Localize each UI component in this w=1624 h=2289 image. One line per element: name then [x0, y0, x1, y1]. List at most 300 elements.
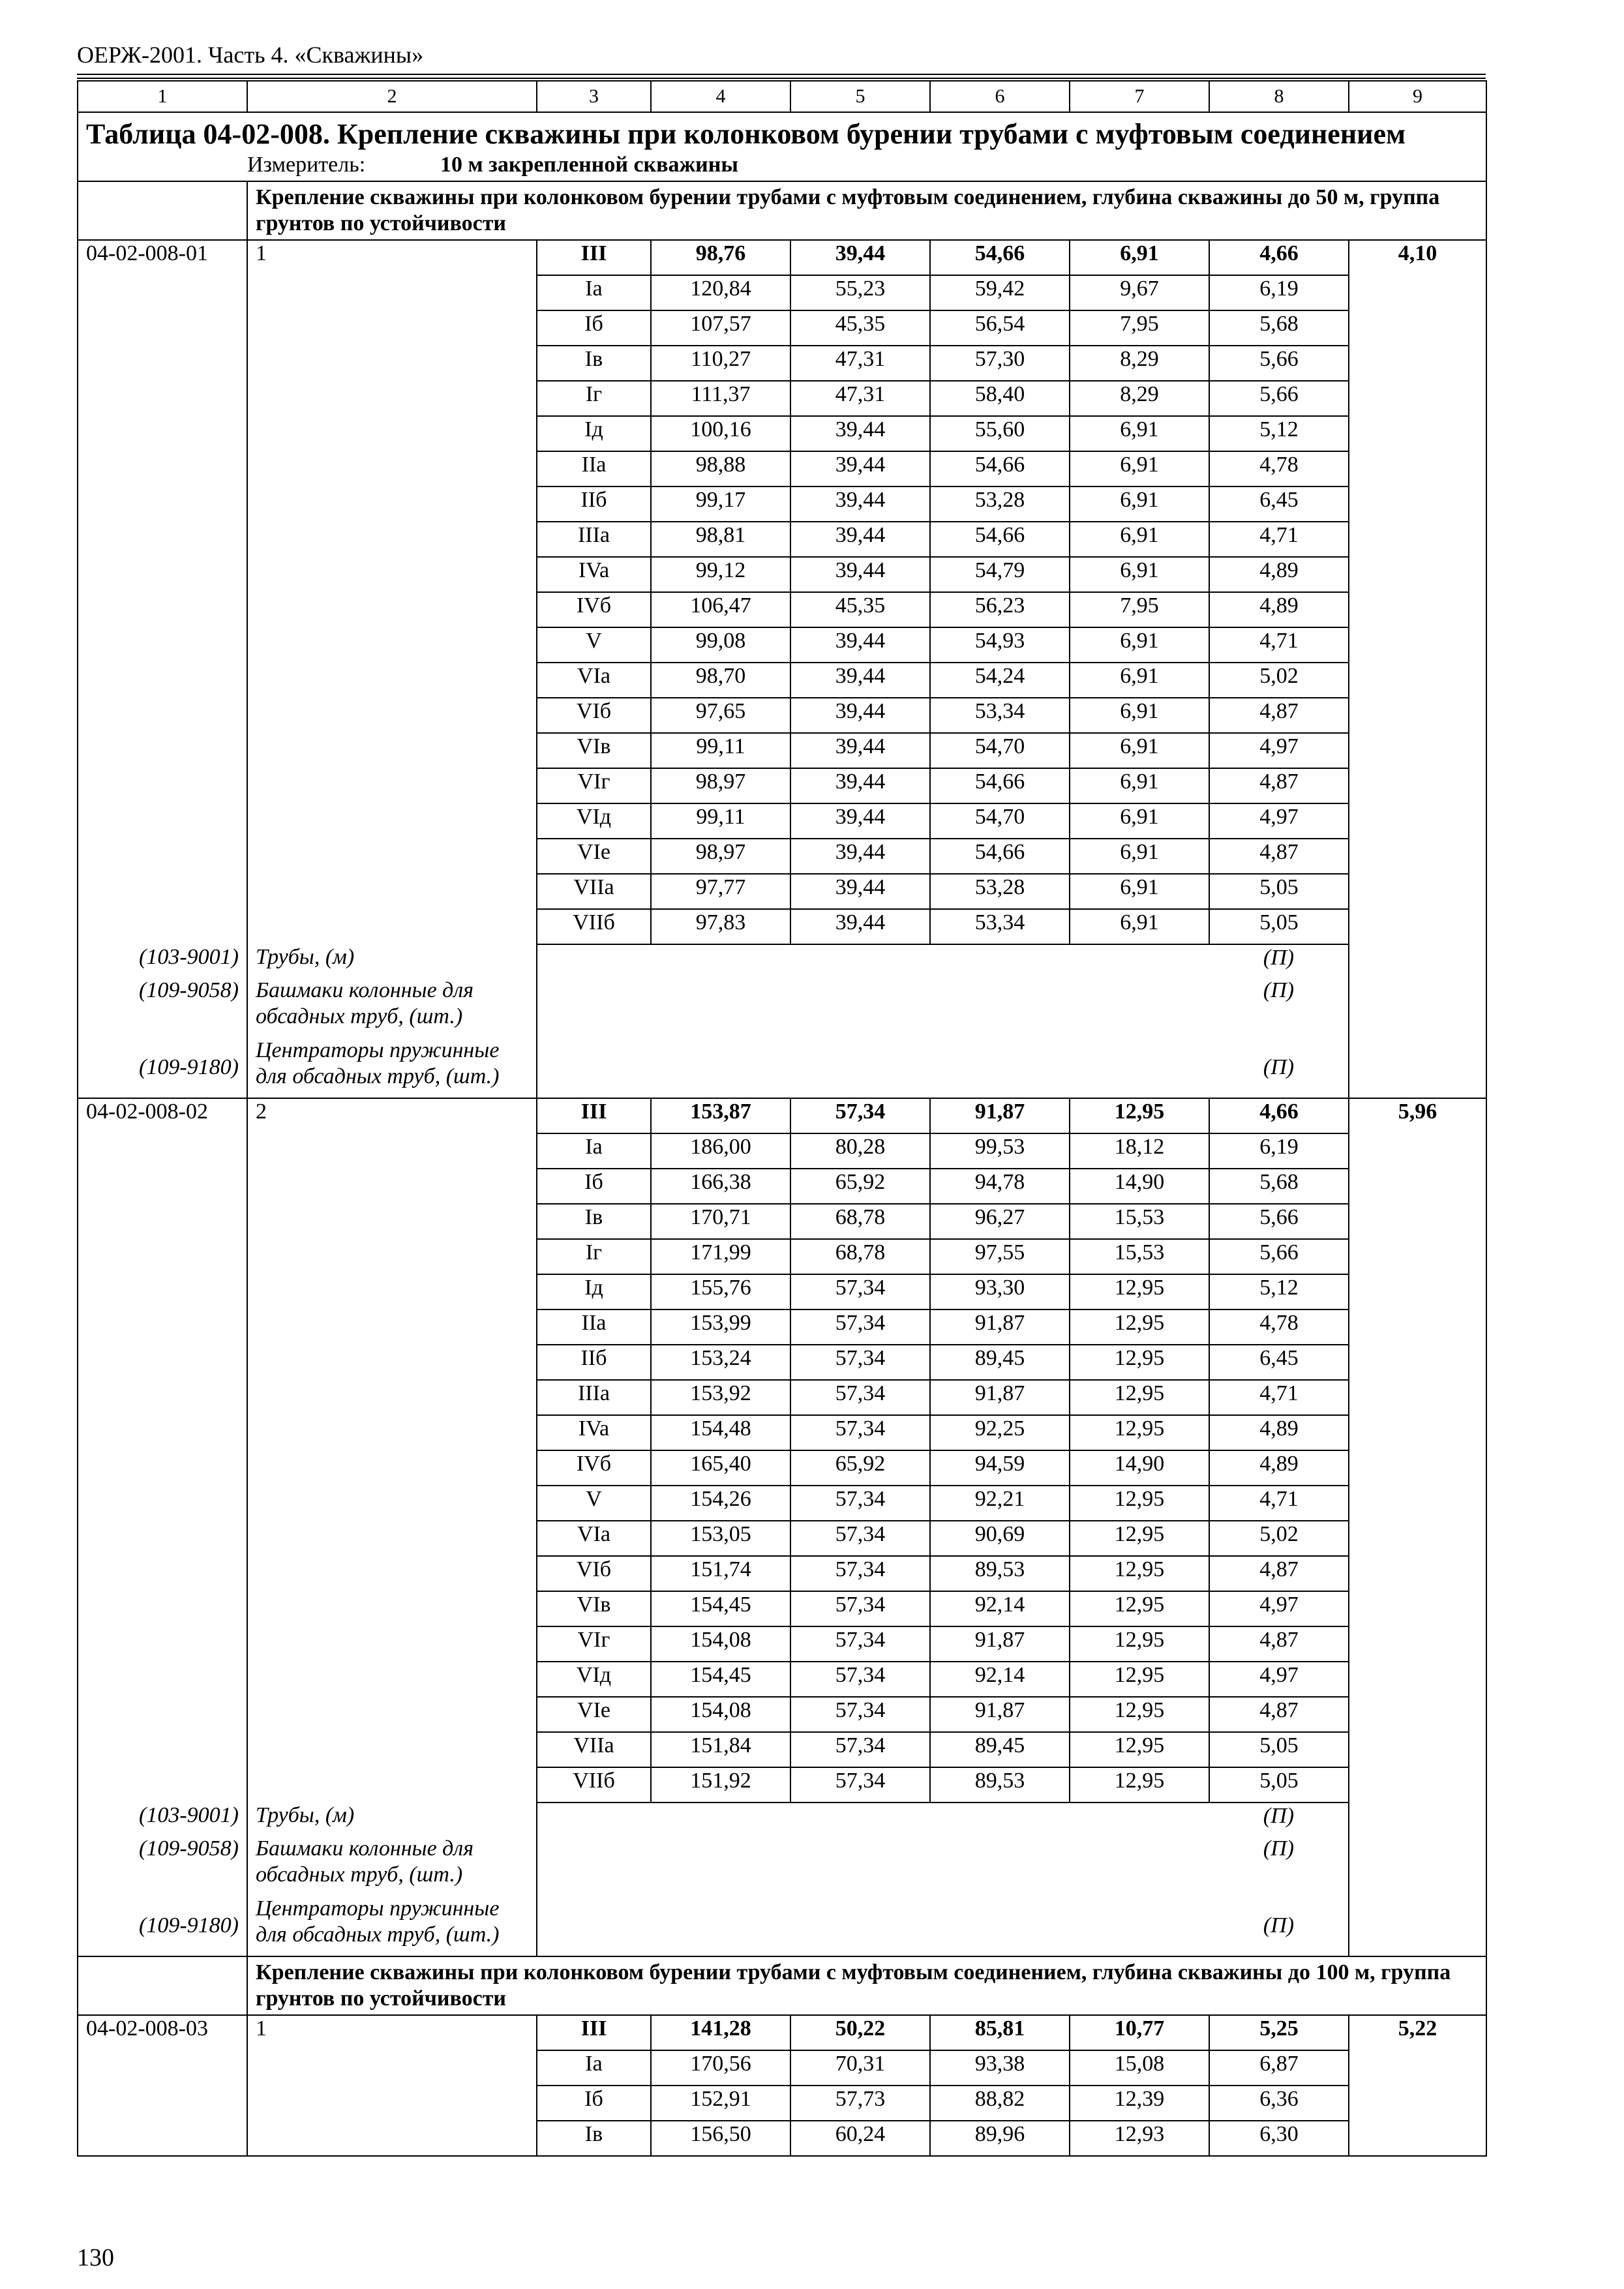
value-cell: 6,91: [1070, 733, 1209, 768]
group-number-blank: [247, 1133, 537, 1169]
soil-group: IIб: [537, 1345, 651, 1380]
value-cell: 8,29: [1070, 346, 1209, 381]
column-9-blank: [1349, 1697, 1486, 1732]
value-cell: 5,66: [1209, 346, 1349, 381]
value-cell: 90,69: [930, 1521, 1070, 1556]
material-blank: [537, 1896, 1209, 1956]
value-cell: 70,31: [790, 2050, 930, 2086]
soil-group: Iб: [537, 1169, 651, 1204]
value-cell: 55,60: [930, 416, 1070, 451]
value-cell: 8,29: [1070, 381, 1209, 416]
group-number-blank: [247, 1345, 537, 1380]
value-cell: 141,28: [651, 2015, 790, 2050]
table-row: [78, 451, 1486, 486]
group-number-blank: [247, 698, 537, 733]
table-row: [78, 1098, 1486, 1133]
value-cell: 39,44: [790, 768, 930, 803]
meter-label: Измеритель:: [247, 153, 366, 177]
value-cell: 99,11: [651, 803, 790, 839]
value-cell: 98,97: [651, 839, 790, 874]
norm-code-blank: [78, 486, 247, 522]
column-9-blank: [1349, 1836, 1486, 1896]
soil-group: VIa: [537, 1521, 651, 1556]
column-9-blank: [1349, 1732, 1486, 1767]
norm-code-blank: [78, 874, 247, 909]
value-cell: 166,38: [651, 1169, 790, 1204]
value-cell: 57,73: [790, 2086, 930, 2121]
group-number-blank: [247, 1521, 537, 1556]
soil-group: VIг: [537, 768, 651, 803]
value-cell: 39,44: [790, 522, 930, 557]
running-header: ОЕРЖ-2001. Часть 4. «Скважины»: [77, 42, 424, 68]
value-cell: 98,97: [651, 768, 790, 803]
value-cell: 15,53: [1070, 1204, 1209, 1239]
table-row: [78, 1204, 1486, 1239]
table-row: [78, 2050, 1486, 2086]
column-9-blank: [1349, 416, 1486, 451]
material-code: (109-9058): [78, 978, 247, 1038]
norm-code-blank: [78, 592, 247, 627]
value-cell: 39,44: [790, 909, 930, 944]
value-cell: 68,78: [790, 1239, 930, 1274]
value-cell: 39,44: [790, 839, 930, 874]
value-cell: 57,34: [790, 1309, 930, 1345]
group-number-blank: [247, 803, 537, 839]
value-cell: 92,21: [930, 1486, 1070, 1521]
column-9-value: 4,10: [1349, 240, 1486, 275]
soil-group: Iв: [537, 2121, 651, 2156]
value-cell: 6,45: [1209, 1345, 1349, 1380]
table-row: [78, 1380, 1486, 1415]
material-name: Башмаки колонные для обсадных труб, (шт.): [247, 1836, 537, 1896]
value-cell: 4,97: [1209, 803, 1349, 839]
value-cell: 4,66: [1209, 240, 1349, 275]
material-value: (П): [1209, 944, 1349, 978]
norm-code-blank: [78, 1556, 247, 1591]
value-cell: 4,97: [1209, 1662, 1349, 1697]
norm-code-blank: [78, 346, 247, 381]
material-name: Трубы, (м): [247, 1803, 537, 1836]
meter-row: [78, 152, 1486, 181]
value-cell: 6,91: [1070, 803, 1209, 839]
meter-value: 10 м закрепленной скважины: [440, 153, 738, 177]
norm-code-blank: [78, 803, 247, 839]
column-9-blank: [1349, 663, 1486, 698]
value-cell: 53,34: [930, 909, 1070, 944]
value-cell: 12,95: [1070, 1556, 1209, 1591]
value-cell: 89,45: [930, 1345, 1070, 1380]
soil-group: VIб: [537, 1556, 651, 1591]
group-number-blank: [247, 2086, 537, 2121]
value-cell: 151,84: [651, 1732, 790, 1767]
value-cell: 93,30: [930, 1274, 1070, 1309]
value-cell: 85,81: [930, 2015, 1070, 2050]
value-cell: 47,31: [790, 346, 930, 381]
value-cell: 98,81: [651, 522, 790, 557]
column-9-blank: [1349, 451, 1486, 486]
column-9-blank: [1349, 1239, 1486, 1274]
norm-code-blank: [78, 1309, 247, 1345]
value-cell: 5,12: [1209, 416, 1349, 451]
section-subheading: Крепление скважины при колонковом бурении трубами с муфтовым соединением, глубина скважины до 50 м, группа грунтов по устойчивости: [247, 181, 1486, 240]
value-cell: 98,88: [651, 451, 790, 486]
value-cell: 15,53: [1070, 1239, 1209, 1274]
group-number-blank: [247, 1732, 537, 1767]
value-cell: 154,08: [651, 1697, 790, 1732]
material-name: Трубы, (м): [247, 944, 537, 978]
value-cell: 5,68: [1209, 1169, 1349, 1204]
soil-group: IVa: [537, 557, 651, 592]
value-cell: 6,91: [1070, 557, 1209, 592]
norm-code-blank: [78, 733, 247, 768]
column-9-blank: [1349, 944, 1486, 978]
column-number: 9: [1349, 81, 1486, 112]
value-cell: 154,48: [651, 1415, 790, 1450]
norm-code-blank: [78, 1662, 247, 1697]
value-cell: 54,93: [930, 627, 1070, 663]
value-cell: 6,45: [1209, 486, 1349, 522]
soil-group: Iг: [537, 1239, 651, 1274]
value-cell: 89,53: [930, 1556, 1070, 1591]
soil-group: IIIa: [537, 522, 651, 557]
group-number-blank: [247, 627, 537, 663]
value-cell: 98,76: [651, 240, 790, 275]
group-number: 2: [247, 1098, 537, 1133]
material-row: [78, 1803, 1486, 1836]
norm-code-blank: [78, 1239, 247, 1274]
value-cell: 57,34: [790, 1626, 930, 1662]
value-cell: 99,53: [930, 1133, 1070, 1169]
value-cell: 154,26: [651, 1486, 790, 1521]
column-number: 5: [790, 81, 930, 112]
value-cell: 6,30: [1209, 2121, 1349, 2156]
table-row: [78, 1767, 1486, 1803]
table-row: [78, 1345, 1486, 1380]
column-9-blank: [1349, 557, 1486, 592]
material-value: (П): [1209, 1836, 1349, 1896]
norm-code-blank: [78, 1697, 247, 1732]
group-number-blank: [247, 1274, 537, 1309]
value-cell: 55,23: [790, 275, 930, 310]
value-cell: 65,92: [790, 1450, 930, 1486]
value-cell: 5,05: [1209, 1732, 1349, 1767]
value-cell: 97,77: [651, 874, 790, 909]
soil-group: III: [537, 1098, 651, 1133]
value-cell: 5,68: [1209, 310, 1349, 346]
value-cell: 39,44: [790, 663, 930, 698]
value-cell: 68,78: [790, 1204, 930, 1239]
table-row: [78, 1626, 1486, 1662]
value-cell: 4,97: [1209, 1591, 1349, 1626]
value-cell: 6,91: [1070, 240, 1209, 275]
meter-cell: [247, 152, 1486, 181]
value-cell: 4,66: [1209, 1098, 1349, 1133]
group-number-blank: [247, 2050, 537, 2086]
soil-group: IIб: [537, 486, 651, 522]
soil-group: VIг: [537, 1626, 651, 1662]
table-row: [78, 1556, 1486, 1591]
value-cell: 165,40: [651, 1450, 790, 1486]
value-cell: 5,02: [1209, 1521, 1349, 1556]
column-9-blank: [1349, 1038, 1486, 1098]
column-9-blank: [1349, 1803, 1486, 1836]
value-cell: 156,50: [651, 2121, 790, 2156]
value-cell: 91,87: [930, 1626, 1070, 1662]
norm-code-blank: [78, 1204, 247, 1239]
column-9-value: 5,96: [1349, 1098, 1486, 1133]
column-9-blank: [1349, 978, 1486, 1038]
column-9-blank: [1349, 1345, 1486, 1380]
norm-code-blank: [78, 275, 247, 310]
value-cell: 6,91: [1070, 909, 1209, 944]
material-row: [78, 1038, 1486, 1098]
value-cell: 57,34: [790, 1521, 930, 1556]
section-blank-cell: [78, 1956, 247, 2015]
column-9-blank: [1349, 627, 1486, 663]
material-name: Башмаки колонные для обсадных труб, (шт.): [247, 978, 537, 1038]
value-cell: 54,66: [930, 451, 1070, 486]
column-9-blank: [1349, 1204, 1486, 1239]
norm-code-blank: [78, 1767, 247, 1803]
material-value: (П): [1209, 978, 1349, 1038]
header-rule: [77, 78, 1486, 79]
soil-group: V: [537, 1486, 651, 1521]
column-9-blank: [1349, 1767, 1486, 1803]
value-cell: 92,14: [930, 1591, 1070, 1626]
value-cell: 6,91: [1070, 874, 1209, 909]
column-9-blank: [1349, 909, 1486, 944]
norm-code-blank: [78, 698, 247, 733]
group-number-blank: [247, 874, 537, 909]
header-rule: [77, 74, 1486, 75]
value-cell: 65,92: [790, 1169, 930, 1204]
column-9-blank: [1349, 839, 1486, 874]
material-row: [78, 978, 1486, 1038]
value-cell: 57,34: [790, 1098, 930, 1133]
column-9-blank: [1349, 2121, 1486, 2156]
value-cell: 111,37: [651, 381, 790, 416]
group-number-blank: [247, 1309, 537, 1345]
column-9-blank: [1349, 1662, 1486, 1697]
value-cell: 91,87: [930, 1309, 1070, 1345]
value-cell: 4,78: [1209, 1309, 1349, 1345]
value-cell: 4,87: [1209, 1697, 1349, 1732]
column-number: 3: [537, 81, 651, 112]
soil-group: VIIб: [537, 1767, 651, 1803]
value-cell: 5,25: [1209, 2015, 1349, 2050]
column-number: 1: [78, 81, 247, 112]
group-number-blank: [247, 1662, 537, 1697]
column-number: 7: [1070, 81, 1209, 112]
material-code: (103-9001): [78, 944, 247, 978]
value-cell: 106,47: [651, 592, 790, 627]
value-cell: 4,87: [1209, 1556, 1349, 1591]
column-9-blank: [1349, 1309, 1486, 1345]
norm-code-blank: [78, 1486, 247, 1521]
norm-code: 04-02-008-03: [78, 2015, 247, 2050]
value-cell: 93,38: [930, 2050, 1070, 2086]
value-cell: 54,24: [930, 663, 1070, 698]
table-row: [78, 627, 1486, 663]
value-cell: 99,08: [651, 627, 790, 663]
group-number-blank: [247, 1380, 537, 1415]
section-subheading: Крепление скважины при колонковом бурении трубами с муфтовым соединением, глубина скважины до 100 м, группа грунтов по устойчивости: [247, 1956, 1486, 2015]
value-cell: 171,99: [651, 1239, 790, 1274]
norm-code-blank: [78, 627, 247, 663]
value-cell: 94,78: [930, 1169, 1070, 1204]
table-row: [78, 2086, 1486, 2121]
value-cell: 6,91: [1070, 522, 1209, 557]
column-9-blank: [1349, 1556, 1486, 1591]
norm-code-blank: [78, 557, 247, 592]
value-cell: 54,70: [930, 733, 1070, 768]
value-cell: 50,22: [790, 2015, 930, 2050]
norm-code-blank: [78, 1169, 247, 1204]
value-cell: 7,95: [1070, 310, 1209, 346]
value-cell: 107,57: [651, 310, 790, 346]
group-number-blank: [247, 1204, 537, 1239]
soil-group: IVa: [537, 1415, 651, 1450]
soil-group: VIв: [537, 1591, 651, 1626]
value-cell: 120,84: [651, 275, 790, 310]
value-cell: 12,95: [1070, 1274, 1209, 1309]
value-cell: 53,34: [930, 698, 1070, 733]
group-number-blank: [247, 1450, 537, 1486]
table-row: [78, 1732, 1486, 1767]
section-subheading-row: [78, 1956, 1486, 2015]
table-row: [78, 733, 1486, 768]
material-code: (109-9058): [78, 1836, 247, 1896]
value-cell: 96,27: [930, 1204, 1070, 1239]
table-row: [78, 874, 1486, 909]
group-number: 1: [247, 2015, 537, 2050]
value-cell: 53,28: [930, 486, 1070, 522]
value-cell: 4,87: [1209, 698, 1349, 733]
value-cell: 6,19: [1209, 275, 1349, 310]
group-number-blank: [247, 592, 537, 627]
value-cell: 4,87: [1209, 1626, 1349, 1662]
value-cell: 12,95: [1070, 1732, 1209, 1767]
value-cell: 6,91: [1070, 416, 1209, 451]
norm-code-blank: [78, 2086, 247, 2121]
table-row: [78, 2015, 1486, 2050]
column-9-blank: [1349, 1274, 1486, 1309]
material-name: Центраторы пружинные для обсадных труб, (шт.): [247, 1038, 537, 1098]
value-cell: 12,95: [1070, 1697, 1209, 1732]
value-cell: 39,44: [790, 698, 930, 733]
material-code: (109-9180): [78, 1896, 247, 1956]
value-cell: 6,91: [1070, 698, 1209, 733]
value-cell: 5,66: [1209, 1239, 1349, 1274]
value-cell: 12,95: [1070, 1767, 1209, 1803]
value-cell: 151,74: [651, 1556, 790, 1591]
value-cell: 57,34: [790, 1591, 930, 1626]
value-cell: 153,24: [651, 1345, 790, 1380]
soil-group: VIIa: [537, 1732, 651, 1767]
value-cell: 4,87: [1209, 768, 1349, 803]
value-cell: 91,87: [930, 1098, 1070, 1133]
column-9-blank: [1349, 2050, 1486, 2086]
value-cell: 9,67: [1070, 275, 1209, 310]
value-cell: 12,95: [1070, 1626, 1209, 1662]
value-cell: 4,89: [1209, 1415, 1349, 1450]
table-row: [78, 522, 1486, 557]
value-cell: 56,54: [930, 310, 1070, 346]
value-cell: 57,34: [790, 1415, 930, 1450]
norm-code-blank: [78, 768, 247, 803]
value-cell: 4,87: [1209, 839, 1349, 874]
group-number-blank: [247, 522, 537, 557]
value-cell: 6,87: [1209, 2050, 1349, 2086]
material-value: (П): [1209, 1803, 1349, 1836]
value-cell: 12,95: [1070, 1309, 1209, 1345]
table-row: [78, 1486, 1486, 1521]
norm-code-blank: [78, 1626, 247, 1662]
group-number-blank: [247, 663, 537, 698]
soil-group: Ia: [537, 2050, 651, 2086]
value-cell: 89,45: [930, 1732, 1070, 1767]
column-9-blank: [1349, 1486, 1486, 1521]
value-cell: 12,95: [1070, 1521, 1209, 1556]
column-9-blank: [1349, 486, 1486, 522]
column-9-blank: [1349, 346, 1486, 381]
column-9-blank: [1349, 1415, 1486, 1450]
table-row: [78, 1662, 1486, 1697]
table-row: [78, 557, 1486, 592]
norm-code: 04-02-008-01: [78, 240, 247, 275]
norm-code-blank: [78, 310, 247, 346]
section-blank-cell: [78, 181, 247, 240]
norm-code: 04-02-008-02: [78, 1098, 247, 1133]
norm-code-blank: [78, 1345, 247, 1380]
value-cell: 39,44: [790, 803, 930, 839]
column-9-blank: [1349, 874, 1486, 909]
value-cell: 10,77: [1070, 2015, 1209, 2050]
soil-group: Ia: [537, 1133, 651, 1169]
group-number-blank: [247, 416, 537, 451]
value-cell: 154,45: [651, 1591, 790, 1626]
material-blank: [537, 978, 1209, 1038]
value-cell: 110,27: [651, 346, 790, 381]
table-row: [78, 1415, 1486, 1450]
value-cell: 6,19: [1209, 1133, 1349, 1169]
table-row: [78, 698, 1486, 733]
value-cell: 4,71: [1209, 627, 1349, 663]
soil-group: Iб: [537, 2086, 651, 2121]
column-9-blank: [1349, 733, 1486, 768]
soil-group: VIa: [537, 663, 651, 698]
column-9-blank: [1349, 592, 1486, 627]
value-cell: 60,24: [790, 2121, 930, 2156]
soil-group: Iг: [537, 381, 651, 416]
column-number: 4: [651, 81, 790, 112]
value-cell: 12,95: [1070, 1486, 1209, 1521]
norm-code-blank: [78, 663, 247, 698]
material-blank: [537, 1836, 1209, 1896]
table-row: [78, 1133, 1486, 1169]
value-cell: 12,93: [1070, 2121, 1209, 2156]
column-9-blank: [1349, 1133, 1486, 1169]
norm-code-blank: [78, 1521, 247, 1556]
table-row: [78, 803, 1486, 839]
table-title-row: [78, 112, 1486, 152]
table-row: [78, 909, 1486, 944]
norm-code-blank: [78, 381, 247, 416]
norm-code-blank: [78, 1274, 247, 1309]
column-9-blank: [1349, 522, 1486, 557]
value-cell: 12,95: [1070, 1098, 1209, 1133]
value-cell: 152,91: [651, 2086, 790, 2121]
